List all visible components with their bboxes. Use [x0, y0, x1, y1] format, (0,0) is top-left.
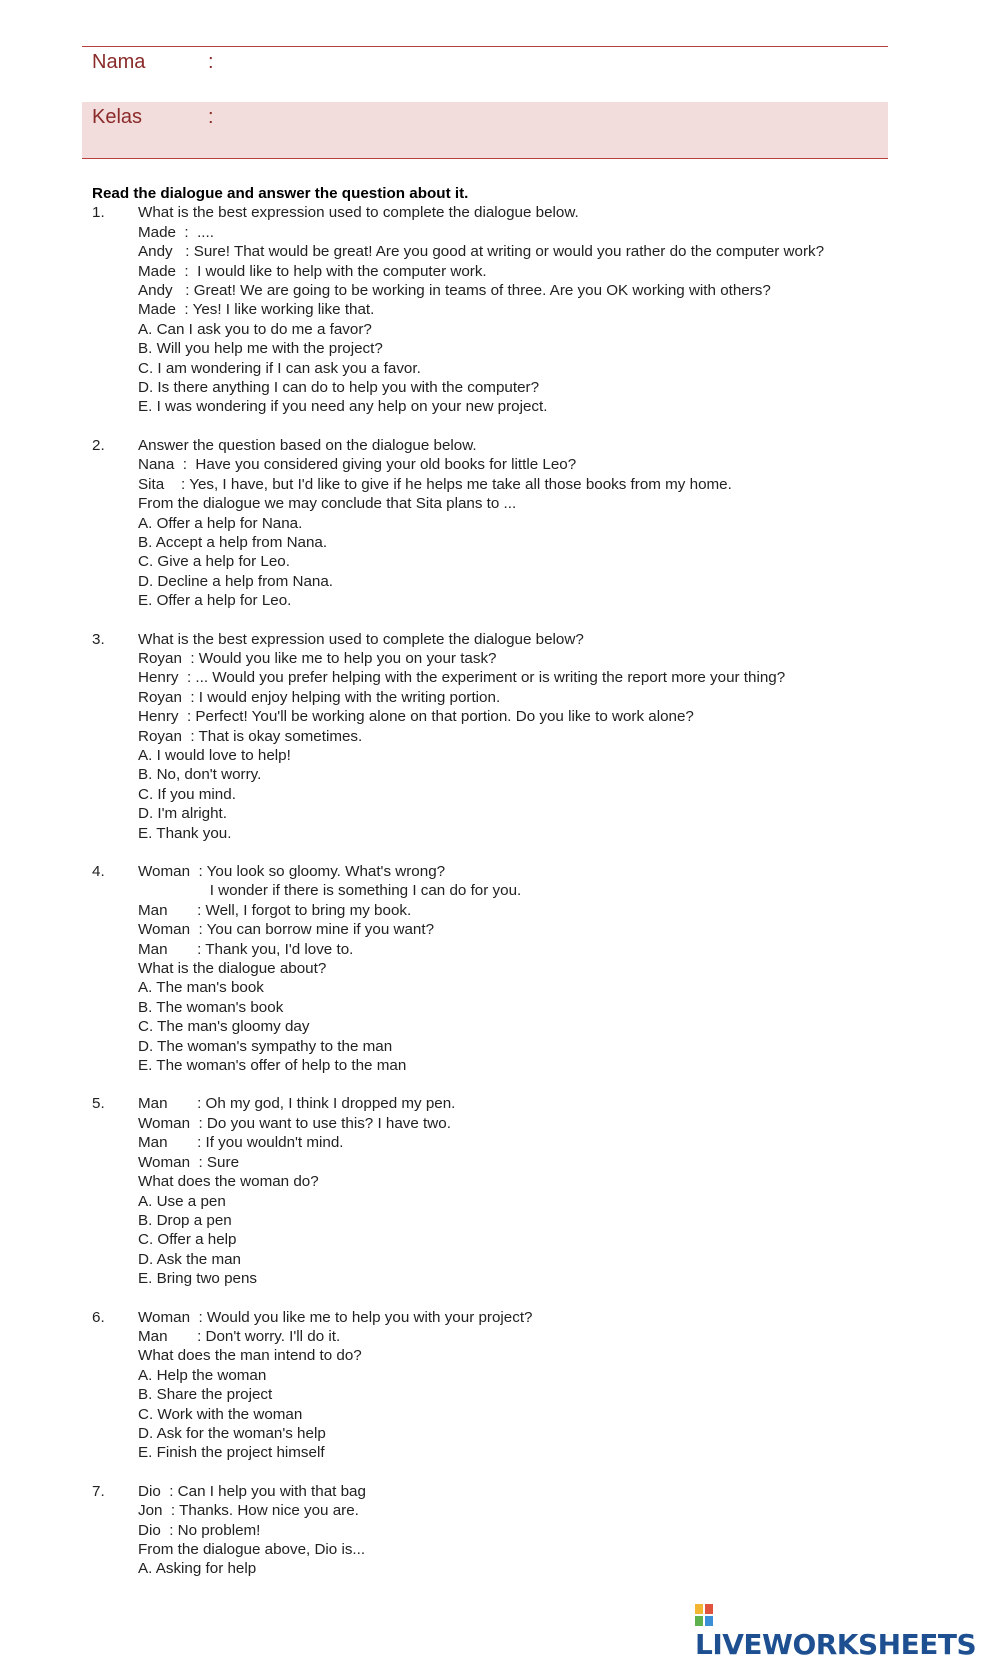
question-number: 6. — [92, 1308, 105, 1326]
question-line: Man : Well, I forgot to bring my book. — [138, 901, 412, 919]
answer-option[interactable]: E. Thank you. — [138, 824, 232, 842]
answer-option[interactable]: A. Offer a help for Nana. — [138, 514, 303, 532]
question-line: Man : Oh my god, I think I dropped my pen. — [138, 1095, 456, 1113]
answer-option[interactable]: A. Asking for help — [138, 1560, 257, 1578]
answer-option[interactable]: B. Drop a pen — [138, 1211, 232, 1229]
question-number: 2. — [92, 436, 105, 454]
question-line: What is the best expression used to complete the dialogue below. — [138, 204, 579, 222]
question-line: What is the best expression used to complete the dialogue below? — [138, 630, 584, 648]
brand-name: LIVEWORKSHEETS — [695, 1628, 977, 1661]
answer-option[interactable]: C. Work with the woman — [138, 1405, 303, 1423]
question-line: Jon : Thanks. How nice you are. — [138, 1502, 359, 1520]
question-line: Woman : Sure — [138, 1153, 240, 1171]
answer-option[interactable]: C. If you mind. — [138, 785, 236, 803]
answer-option[interactable]: D. The woman's sympathy to the man — [138, 1037, 393, 1055]
question-number: 3. — [92, 630, 105, 648]
question-line: Henry : ... Would you prefer helping with the experiment or is writing the report more your thing? — [138, 669, 786, 687]
answer-option[interactable]: D. Ask for the woman's help — [138, 1424, 326, 1442]
question-line: Royan : Would you like me to help you on your task? — [138, 649, 497, 667]
answer-option[interactable]: E. Finish the project himself — [138, 1444, 325, 1462]
answer-option[interactable]: A. Can I ask you to do me a favor? — [138, 320, 372, 338]
answer-option[interactable]: E. Bring two pens — [138, 1270, 258, 1288]
question-line: Dio : Can I help you with that bag — [138, 1482, 366, 1500]
name-colon: : — [208, 51, 214, 73]
question-4 — [92, 862, 972, 1075]
question-line: Andy : Sure! That would be great! Are you good at writing or would you rather do the computer work? — [138, 243, 825, 261]
question-line: What is the dialogue about? — [138, 960, 327, 978]
worksheet-content — [92, 184, 972, 1579]
question-line: Man : Don't worry. I'll do it. — [138, 1327, 341, 1345]
question-number: 4. — [92, 863, 105, 880]
question-line: Made : Yes! I like working like that. — [138, 301, 375, 319]
question-line: What does the man intend to do? — [138, 1347, 362, 1365]
answer-option[interactable]: D. I'm alright. — [138, 805, 227, 823]
answer-option[interactable]: B. No, don't worry. — [138, 766, 262, 784]
question-line: Woman : Do you want to use this? I have two. — [138, 1114, 451, 1132]
instruction-text: Read the dialogue and answer the question about it. — [92, 185, 469, 202]
question-line: Sita : Yes, I have, but I'd like to give if he helps me take all those books from my home. — [138, 475, 732, 493]
answer-option[interactable]: E. The woman's offer of help to the man — [138, 1057, 407, 1075]
answer-option[interactable]: A. Help the woman — [138, 1366, 267, 1384]
answer-option[interactable]: B. The woman's book — [138, 998, 284, 1016]
answer-option[interactable]: E. I was wondering if you need any help on your new project. — [138, 398, 548, 416]
question-7 — [92, 1482, 972, 1579]
answer-option[interactable]: B. Will you help me with the project? — [138, 340, 383, 358]
question-line: From the dialogue we may conclude that Sita plans to ... — [138, 495, 517, 513]
question-list — [92, 203, 972, 1578]
question-line: Made : .... — [138, 223, 214, 241]
question-line: I wonder if there is something I can do for you. — [138, 882, 522, 900]
question-6 — [92, 1308, 972, 1463]
answer-option[interactable]: E. Offer a help for Leo. — [138, 592, 292, 610]
question-3 — [92, 630, 972, 843]
question-2 — [92, 436, 972, 611]
answer-option[interactable]: C. Give a help for Leo. — [138, 553, 290, 571]
question-line: Answer the question based on the dialogue below. — [138, 436, 477, 454]
answer-option[interactable]: C. I am wondering if I can ask you a favor. — [138, 359, 421, 377]
question-line: What does the woman do? — [138, 1173, 319, 1191]
question-number: 1. — [92, 204, 105, 222]
question-line: Woman : You can borrow mine if you want? — [138, 921, 435, 939]
answer-option[interactable]: C. The man's gloomy day — [138, 1018, 310, 1036]
question-line: Andy : Great! We are going to be working in teams of three. Are you OK working with others? — [138, 282, 771, 300]
question-line: Royan : I would enjoy helping with the writing portion. — [138, 688, 501, 706]
question-line: Henry : Perfect! You'll be working alone on that portion. Do you like to work alone? — [138, 708, 694, 726]
question-line: Dio : No problem! — [138, 1521, 261, 1539]
answer-option[interactable]: D. Ask the man — [138, 1250, 241, 1268]
question-line: Nana : Have you considered giving your old books for little Leo? — [138, 456, 577, 474]
liveworksheets-logo-icon — [695, 1604, 715, 1628]
name-label: Nama — [92, 51, 146, 73]
question-number: 7. — [92, 1482, 105, 1500]
class-colon: : — [208, 106, 214, 128]
answer-option[interactable]: A. Use a pen — [138, 1192, 226, 1210]
class-field-row[interactable] — [82, 102, 888, 159]
question-number: 5. — [92, 1095, 105, 1113]
answer-option[interactable]: D. Is there anything I can do to help you with the computer? — [138, 379, 540, 397]
question-line: Woman : Would you like me to help you with your project? — [138, 1308, 533, 1326]
question-line: Woman : You look so gloomy. What's wrong? — [138, 863, 446, 880]
question-line: Made : I would like to help with the computer work. — [138, 262, 487, 280]
answer-option[interactable]: C. Offer a help — [138, 1231, 237, 1249]
question-line: From the dialogue above, Dio is... — [138, 1541, 366, 1558]
question-line: Man : If you wouldn't mind. — [138, 1134, 344, 1152]
answer-option[interactable]: A. I would love to help! — [138, 746, 291, 764]
class-label: Kelas — [92, 106, 143, 128]
question-5 — [92, 1094, 972, 1288]
question-1 — [92, 203, 972, 416]
answer-option[interactable]: D. Decline a help from Nana. — [138, 572, 333, 590]
question-line: Man : Thank you, I'd love to. — [138, 940, 354, 958]
answer-option[interactable]: A. The man's book — [138, 979, 264, 997]
name-field-row[interactable] — [82, 46, 888, 104]
footer-brand — [695, 1604, 1000, 1661]
answer-option[interactable]: B. Share the project — [138, 1386, 273, 1404]
question-line: Royan : That is okay sometimes. — [138, 727, 363, 745]
answer-option[interactable]: B. Accept a help from Nana. — [138, 533, 328, 551]
